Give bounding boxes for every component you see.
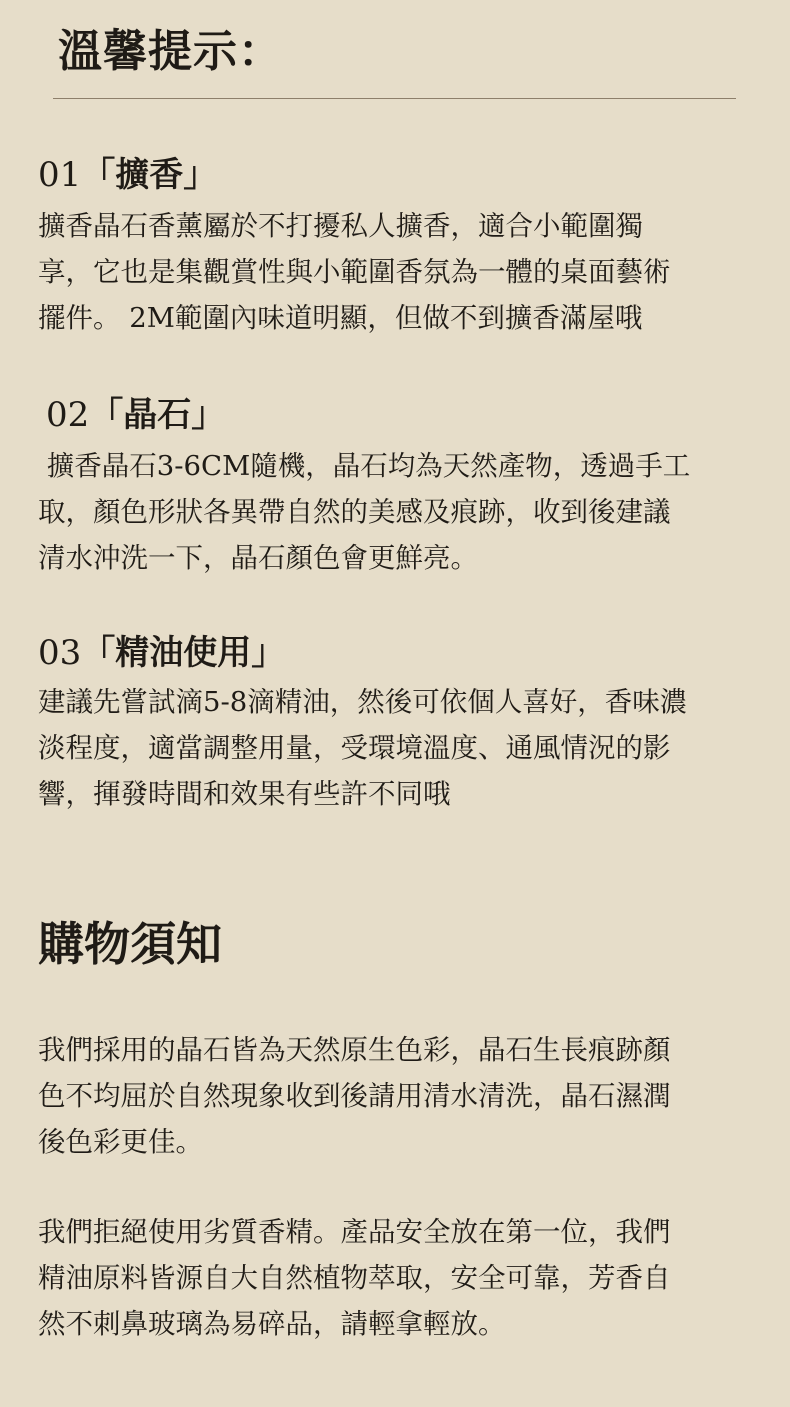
tip-heading: [38, 631, 743, 675]
tip-body-line: 擴香晶石香薰屬於不打擾私人擴香，適合小範圍獨: [38, 210, 643, 242]
tip-heading: [38, 393, 743, 437]
tip-body-line: 擴香晶石3-6CM隨機，晶石均為天然產物，透過手工: [38, 450, 691, 482]
purchase-body: [38, 1027, 743, 1165]
purchase-body-line: 我們採用的晶石皆為天然原生色彩，晶石生長痕跡顏: [38, 1034, 671, 1066]
tip-section-oil-usage: [38, 631, 743, 817]
title-divider: [53, 98, 736, 99]
tip-number: 03: [38, 633, 82, 673]
tip-number: 01: [38, 155, 82, 195]
tip-heading-label: 「擴香」: [81, 155, 218, 195]
tip-body: [38, 443, 743, 581]
tip-number: 02: [46, 395, 90, 435]
purchase-body-line: 色不均屈於自然現象收到後請用清水清洗，晶石濕潤: [38, 1080, 671, 1112]
tip-body-line: 享，它也是集觀賞性與小範圍香氛為一體的桌面藝術: [38, 256, 671, 288]
tip-heading-label: 「精油使用」: [81, 633, 286, 673]
purchase-body-line: 精油原料皆源自大自然植物萃取，安全可靠，芳香自: [38, 1262, 671, 1294]
purchase-body-line: 然不刺鼻玻璃為易碎品，請輕拿輕放。: [38, 1308, 506, 1340]
purchase-paragraph-natural-stone: [38, 1027, 743, 1165]
purchase-paragraph-quality: [38, 1209, 743, 1347]
tips-title: 溫馨提示：: [58, 26, 283, 77]
purchase-body-line: 我們拒絕使用劣質香精。產品安全放在第一位，我們: [38, 1216, 671, 1248]
tip-body: [38, 679, 743, 817]
tip-body: [38, 203, 743, 341]
purchase-body: [38, 1209, 743, 1347]
tip-section-stone: [38, 393, 743, 581]
tip-body-line: 建議先嘗試滴5-8滴精油，然後可依個人喜好，香味濃: [38, 686, 688, 718]
tip-heading: [38, 153, 743, 197]
tip-body-line: 擺件。 2M範圍內味道明顯，但做不到擴香滿屋哦: [38, 302, 643, 334]
tip-section-diffuser: [38, 153, 743, 341]
tip-body-line: 淡程度，適當調整用量，受環境溫度、通風情況的影: [38, 732, 671, 764]
tip-heading-label: 「晶石」: [89, 395, 226, 435]
purchase-body-line: 後色彩更佳。: [38, 1126, 203, 1158]
tip-body-line: 響，揮發時間和效果有些許不同哦: [38, 778, 451, 810]
tip-body-line: 取，顏色形狀各異帶自然的美感及痕跡，收到後建議: [38, 496, 671, 528]
purchase-title: 購物須知: [38, 917, 222, 971]
tip-body-line: 清水沖洗一下，晶石顏色會更鮮亮。: [38, 542, 478, 574]
